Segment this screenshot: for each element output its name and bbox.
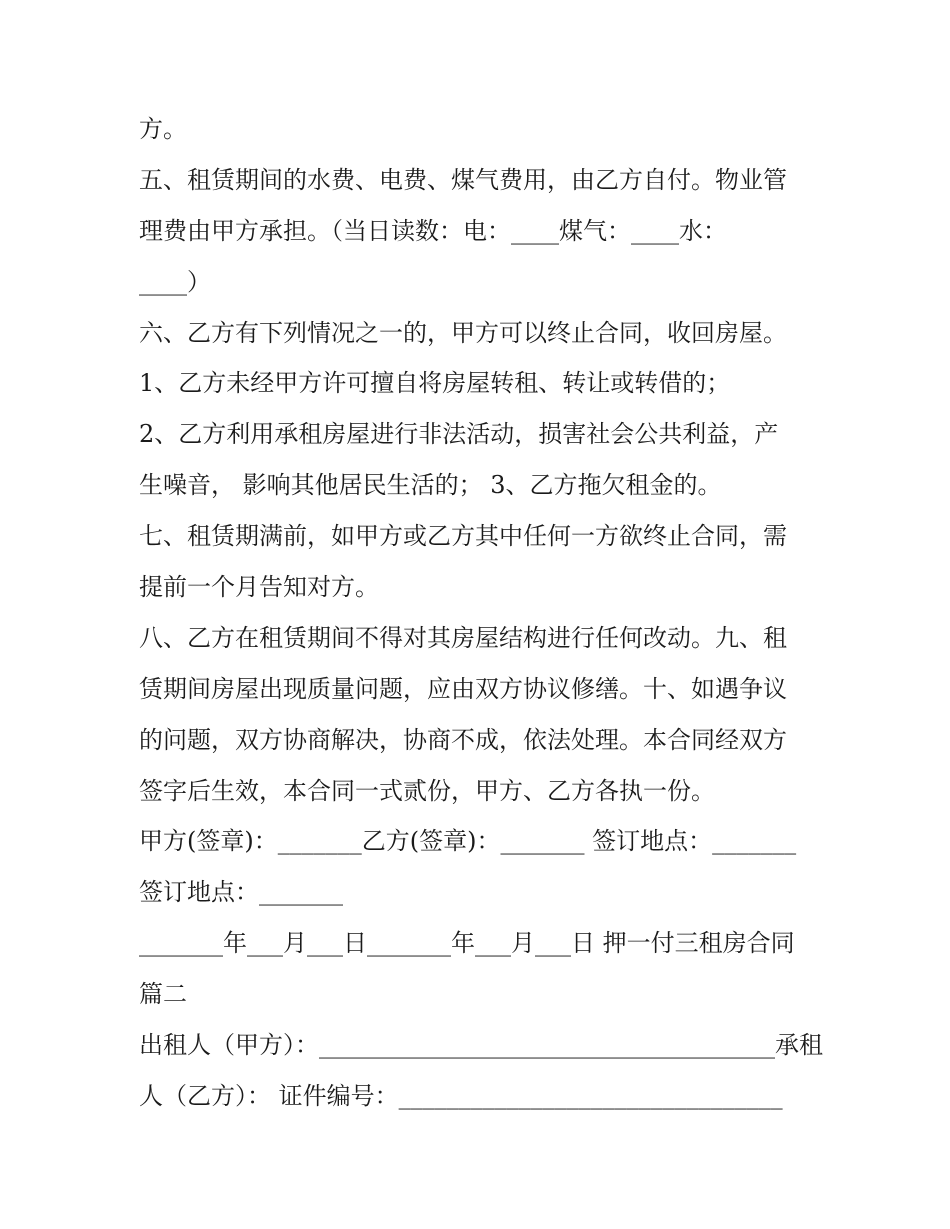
lessor-line: 出租人（甲方）：______________________________________承租 — [139, 1031, 823, 1060]
lessee-line: 人（乙方）： 证件编号：________________________________ — [139, 1081, 783, 1110]
text-line: 五、租赁期间的水费、电费、煤气费用，由乙方自付。物业管 — [139, 165, 787, 194]
text-line: 生噪音， 影响其他居民生活的； 3、乙方拖欠租金的。 — [139, 471, 722, 500]
text-line: ____） — [139, 267, 211, 296]
text-line: 六、乙方有下列情况之一的，甲方可以终止合同，收回房屋。 — [139, 318, 787, 347]
signing-location-line: 签订地点：_______ — [139, 878, 343, 907]
text-line: 方。 — [139, 115, 187, 143]
text-line: 八、乙方在租赁期间不得对其房屋结构进行任何改动。九、租 — [139, 623, 787, 652]
text-line: 2、乙方利用承租房屋进行非法活动，损害社会公共利益，产 — [139, 420, 779, 449]
text-line: 签字后生效，本合同一式贰份，甲方、乙方各执一份。 — [139, 776, 715, 805]
text-line: 理费由甲方承担。（当日读数：电：____煤气：____水： — [139, 216, 727, 245]
text-line: 七、租赁期满前，如甲方或乙方其中任何一方欲终止合同，需 — [139, 522, 787, 551]
text-line: 1、乙方未经甲方许可擅自将房屋转租、转让或转借的； — [139, 369, 731, 398]
date-line: _______年___月___日_______年___月___日 押一付三租房合同 — [139, 929, 795, 958]
text-line: 的问题，双方协商解决，协商不成，依法处理。本合同经双方 — [139, 725, 787, 754]
contract-text — [139, 104, 823, 1122]
text-line: 提前一个月告知对方。 — [139, 573, 379, 602]
text-line: 赁期间房屋出现质量问题，应由双方协议修缮。十、如遇争议 — [139, 674, 787, 703]
section-heading: 篇二 — [139, 980, 187, 1009]
signature-line: 甲方(签章)：_______乙方(签章)：_______ 签订地点：_______ — [139, 827, 797, 856]
